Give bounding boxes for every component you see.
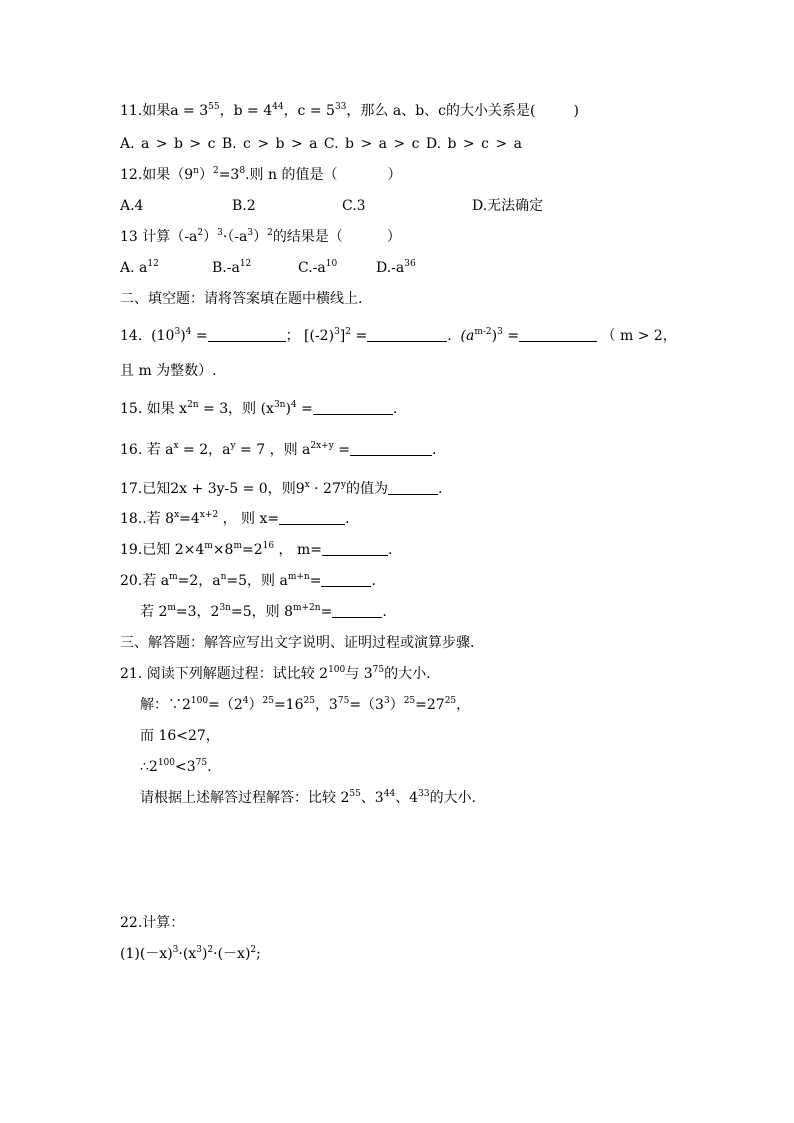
q13-option-a: A. $a^{12}$ <box>120 259 159 276</box>
q13-option-c: $C.-a^{10}$ <box>298 259 338 276</box>
q16-stem: 16. 若 $a^x = 2$，$a^y = 7$ ，则 $a^{2x+y}$ = . <box>120 441 437 458</box>
section-solve-title: 三、解答题：解答应写出文字说明、证明过程或演算步骤. <box>120 635 475 651</box>
q20-stem: 20.若 $a^m=2$，$a^n=5$，则 $a^{m+n}=$ . <box>120 572 376 589</box>
q11-options: A. a > b > c B. c > b > a C. b > a > c D. b > c > a <box>120 136 522 152</box>
q20-line-2: 若 $2^m=3$，$2^{3n}=5$，则 $8^{m+2n}=$ . <box>140 603 387 620</box>
q13-options <box>120 258 416 278</box>
q18-stem: 18..若 $8^x=4^{x+2}$ ， 则 x= . <box>120 510 350 527</box>
q14-stem: 14. $(10^3)^4$ = ； $[(-2)^3]^2$ = . $(a^{m-2})^3$ = （ m > 2， <box>120 327 677 344</box>
q13-option-b: $B.-a^{12}$ <box>212 259 252 276</box>
q19-stem: 19.已知 $2\times 4^m\times 8^m=2^{16}$ ， m= . <box>120 541 393 558</box>
q12-options <box>120 196 543 216</box>
q18-blank[interactable] <box>279 510 345 525</box>
q21-task: 请根据上述解答过程解答：比较 $2^{55}$、$3^{44}$、$4^{33}$的大小. <box>140 789 477 806</box>
q21-conclusion: $\therefore 2^{100}<3^{75}$. <box>140 758 212 775</box>
q17-stem: 17.已知2x + 3y-5 = 0，则$9^x \cdot 27^y$的值为 . <box>120 480 443 497</box>
q19-blank[interactable] <box>322 541 388 556</box>
section-fill-in-title: 二、填空题：请将答案填在题中横线上. <box>120 291 363 307</box>
q13-option-d: $D.-a^{36}$ <box>376 259 416 276</box>
q14-line-2: 且 m 为整数）. <box>120 363 217 379</box>
q14-blank-1[interactable] <box>208 327 286 342</box>
q20-blank-2[interactable] <box>332 603 382 618</box>
q21-and-line: 而 16<27， <box>140 728 220 744</box>
q11-stem: 11.如果$a = 3^{55}$，$b = 4^{44}$，$c = 5^{33}$，那么 a、b、c的大小关系是( ) <box>120 102 579 119</box>
q14-blank-3[interactable] <box>519 327 597 342</box>
q13-stem: 13 计算$(-a^2)^3\cdot(-a^3)^2$的结果是（ ） <box>120 228 401 245</box>
q17-blank[interactable] <box>388 480 438 495</box>
q12-option-d: D.无法确定 <box>472 198 544 214</box>
q12-option-a: A.4 <box>120 198 144 214</box>
q22-part-1: $(1)(-x)^3\cdot(x^3)^2\cdot(-x)^2$; <box>120 945 261 962</box>
q20-blank-1[interactable] <box>321 572 371 587</box>
q22-title: 22.计算： <box>120 915 185 931</box>
q21-solution: 解：$\because 2^{100}=(2^4)^{25}=16^{25}$，$3^{75}=(3^3)^{25}=27^{25}$， <box>140 696 471 713</box>
q15-blank[interactable] <box>313 400 393 415</box>
q12-stem: 12.如果$(9^n)^2=3^8$.则 n 的值是（ ） <box>120 166 402 183</box>
q15-stem: 15. 如果 $x^{2n} = 3$，则 $(x^{3n})^4$ = . <box>120 400 398 417</box>
q16-blank[interactable] <box>350 441 432 456</box>
q12-option-c: C.3 <box>342 198 366 214</box>
q21-stem: 21. 阅读下列解题过程：试比较 $2^{100}$与 $3^{75}$的大小. <box>120 665 431 682</box>
q12-option-b: B.2 <box>232 198 256 214</box>
q14-blank-2[interactable] <box>367 327 447 342</box>
